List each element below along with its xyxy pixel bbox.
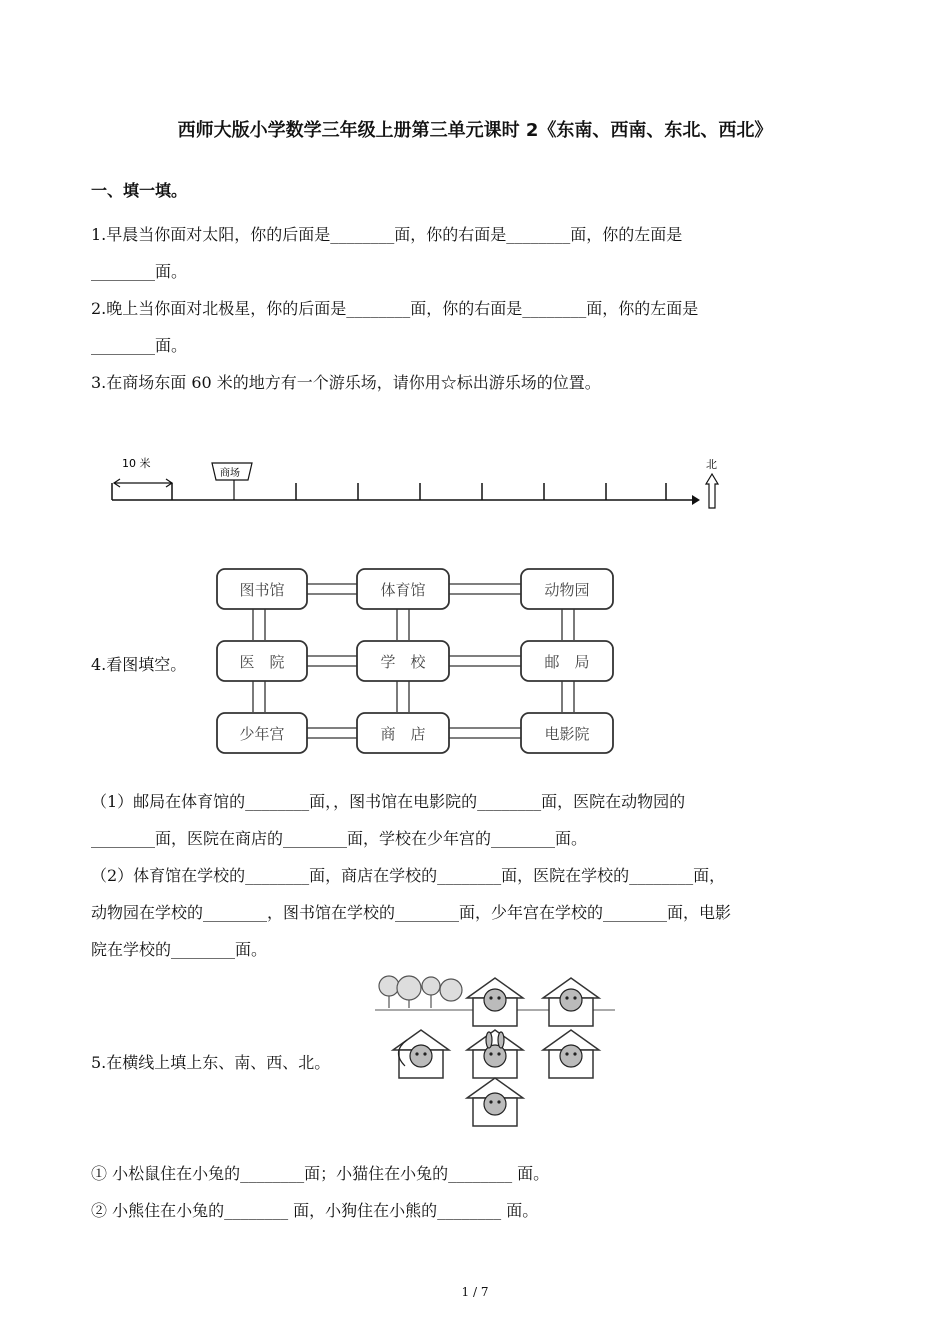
q4-1-line1: （1）邮局在体育馆的________面，，图书馆在电影院的________面，医院在动物园的 xyxy=(91,792,686,811)
dog-icon xyxy=(484,1093,506,1115)
map-grid-figure xyxy=(205,560,625,765)
q4-2-line3: 院在学校的________面。 xyxy=(91,940,268,959)
q2-line2: ________面。 xyxy=(91,336,188,355)
rabbit-icon xyxy=(484,1045,506,1067)
q5-label: 5.在横线上填上东、南、西、北。 xyxy=(91,1053,331,1072)
q2-line1: 2.晚上当你面对北极星，你的后面是________面，你的右面是________面，你的左面是 xyxy=(91,299,699,318)
place-youth-palace: 少年宫 xyxy=(239,725,285,743)
mall-label: 商场 xyxy=(220,468,240,479)
place-store: 商 店 xyxy=(380,725,426,743)
q4-label: 4.看图填空。 xyxy=(91,655,187,674)
place-library: 图书馆 xyxy=(239,581,285,599)
north-label: 北 xyxy=(706,458,717,471)
bear-icon xyxy=(484,989,506,1011)
place-school: 学 校 xyxy=(380,653,426,671)
place-gym: 体育馆 xyxy=(380,581,426,599)
q5-1-text: ① 小松鼠住在小兔的________面；小猫住在小兔的________ 面。 xyxy=(91,1164,550,1183)
north-arrow-icon xyxy=(706,474,718,508)
q3-text: 3.在商场东面 60 米的地方有一个游乐场，请你用☆标出游乐场的位置。 xyxy=(91,373,601,392)
page-number: 1 / 7 xyxy=(461,1285,489,1299)
section-heading: 一、填一填。 xyxy=(91,181,188,200)
cat-icon xyxy=(560,989,582,1011)
scale-line-figure xyxy=(100,450,740,520)
animal-houses-figure xyxy=(375,970,620,1135)
squirrel-icon xyxy=(410,1045,432,1067)
place-hospital: 医 院 xyxy=(239,653,285,671)
q4-2-line2: 动物园在学校的________，图书馆在学校的________面，少年宫在学校的________面，电影 xyxy=(91,903,732,922)
page-title: 西师大版小学数学三年级上册第三单元课时 2《东南、西南、东北、西北》 xyxy=(177,120,773,141)
q4-2-line1: （2）体育馆在学校的________面，商店在学校的________面，医院在学校的________面， xyxy=(91,866,726,885)
q4-1-line2: ________面，医院在商店的________面，学校在少年宫的________面。 xyxy=(91,829,588,848)
monkey-icon xyxy=(560,1045,582,1067)
place-cinema: 电影院 xyxy=(544,725,590,743)
q1-line2: ________面。 xyxy=(91,262,188,281)
scale-label: 10 米 xyxy=(122,457,151,470)
q1-line1: 1.早晨当你面对太阳，你的后面是________面，你的右面是________面，你的左面是 xyxy=(91,225,683,244)
q5-2-text: ② 小熊住在小兔的________ 面，小狗住在小熊的________ 面。 xyxy=(91,1201,539,1220)
place-post-office: 邮 局 xyxy=(544,653,590,671)
place-zoo: 动物园 xyxy=(544,581,590,599)
